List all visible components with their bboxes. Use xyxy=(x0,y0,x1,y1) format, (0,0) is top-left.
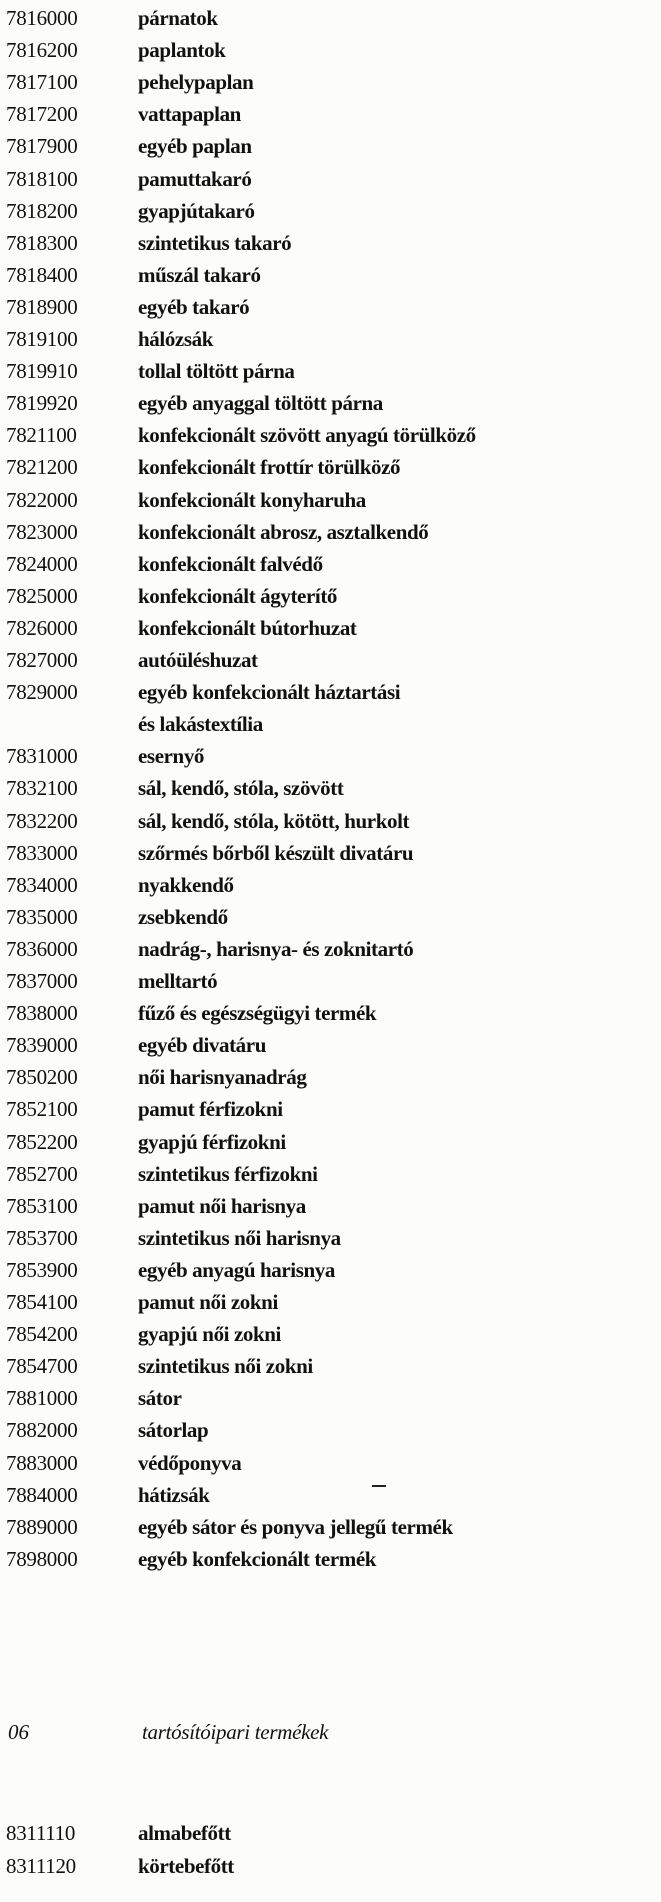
item-code: 7816200 xyxy=(6,38,78,63)
item-name: egyéb konfekcionált háztartási xyxy=(138,680,401,705)
item-name: egyéb anyaggal töltött párna xyxy=(138,391,383,416)
stray-dash-mark xyxy=(372,1485,386,1487)
item-code: 7821200 xyxy=(6,455,78,480)
item-name: szintetikus takaró xyxy=(138,230,292,255)
item-name: konfekcionált falvédő xyxy=(138,551,323,576)
item-code: 7818900 xyxy=(6,294,78,319)
item-name: egyéb paplan xyxy=(138,134,252,159)
item-code: 7829000 xyxy=(6,680,78,705)
item-name: és lakástextília xyxy=(138,712,263,737)
item-code: 7819910 xyxy=(6,359,78,384)
item-code: 7833000 xyxy=(6,840,78,865)
item-code: 7852700 xyxy=(6,1161,78,1186)
item-name: konfekcionált ágyterítő xyxy=(138,583,338,608)
item-code: 7854200 xyxy=(6,1322,78,1347)
item-name: konfekcionált abrosz, asztalkendő xyxy=(138,519,429,544)
item-code: 7816000 xyxy=(6,6,78,30)
item-name: védőponyva xyxy=(138,1450,242,1475)
item-name: sál, kendő, stóla, kötött, hurkolt xyxy=(138,808,410,833)
item-code: 7837000 xyxy=(6,969,78,993)
item-name: vattapaplan xyxy=(138,102,241,127)
item-name: pehelypaplan xyxy=(138,70,254,95)
item-code: 7817100 xyxy=(6,70,78,95)
item-code: 7852200 xyxy=(6,1129,78,1154)
item-code: 7817200 xyxy=(6,102,78,127)
item-name: pamut férfizokni xyxy=(138,1097,283,1122)
item-name: gyapjútakaró xyxy=(138,198,255,223)
item-code: 7831000 xyxy=(6,744,78,769)
item-name: nadrág-, harisnya- és zoknitartó xyxy=(138,936,414,961)
item-code: 7818200 xyxy=(6,198,78,223)
item-name: szintetikus férfizokni xyxy=(138,1161,318,1186)
item-code: 8311110 xyxy=(6,1821,76,1845)
section-code: 06 xyxy=(8,1720,29,1744)
item-name: gyapjú női zokni xyxy=(138,1322,281,1347)
item-name: almabefőtt xyxy=(138,1821,231,1845)
item-code: 7884000 xyxy=(6,1482,78,1507)
item-name: fűző és egészségügyi termék xyxy=(138,1001,377,1026)
item-code: 7834000 xyxy=(6,872,78,897)
item-name: konfekcionált frottír törülköző xyxy=(138,455,401,480)
item-code: 7826000 xyxy=(6,615,78,640)
item-code: 7825000 xyxy=(6,583,78,608)
item-name: konfekcionált konyharuha xyxy=(138,487,366,512)
item-name: konfekcionált szövött anyagú törülköző xyxy=(138,423,476,448)
item-code: 8311120 xyxy=(6,1853,76,1878)
item-code: 7818300 xyxy=(6,230,78,255)
item-name: esernyő xyxy=(138,744,205,769)
item-code: 7835000 xyxy=(6,904,78,929)
item-name: körtebefőtt xyxy=(138,1853,234,1878)
item-name: műszál takaró xyxy=(138,262,261,287)
item-code: 7850200 xyxy=(6,1065,78,1090)
item-code: 7824000 xyxy=(6,551,78,576)
item-code: 7823000 xyxy=(6,519,78,544)
item-name: párnatok xyxy=(138,6,218,30)
item-code: 7882000 xyxy=(6,1418,78,1443)
item-name: melltartó xyxy=(138,969,218,993)
item-code: 7852100 xyxy=(6,1097,78,1122)
item-code: 7881000 xyxy=(6,1386,78,1411)
item-name: sátorlap xyxy=(138,1418,209,1443)
item-name: egyéb divatáru xyxy=(138,1033,266,1058)
item-name: egyéb anyagú harisnya xyxy=(138,1257,335,1282)
item-code: 7853700 xyxy=(6,1225,78,1250)
item-code: 7817900 xyxy=(6,134,78,159)
item-name: autóüléshuzat xyxy=(138,648,258,672)
item-code: 7854100 xyxy=(6,1290,78,1314)
item-name: pamut női zokni xyxy=(138,1290,278,1314)
item-name: pamut női harisnya xyxy=(138,1193,306,1218)
item-name: sátor xyxy=(138,1386,182,1411)
item-code: 7853900 xyxy=(6,1257,78,1282)
item-name: egyéb sátor és ponyva jellegű termék xyxy=(138,1514,453,1539)
item-name: szintetikus női zokni xyxy=(138,1354,313,1379)
item-code: 7827000 xyxy=(6,648,78,672)
item-name: egyéb takaró xyxy=(138,294,250,319)
item-code: 7836000 xyxy=(6,936,78,961)
item-code: 7839000 xyxy=(6,1033,78,1058)
item-code: 7819920 xyxy=(6,391,78,416)
item-code: 7818400 xyxy=(6,262,78,287)
item-code: 7822000 xyxy=(6,487,78,512)
item-code: 7821100 xyxy=(6,423,77,448)
section-title: tartósítóipari termékek xyxy=(142,1720,329,1744)
item-name: pamuttakaró xyxy=(138,166,252,191)
item-name: szintetikus női harisnya xyxy=(138,1225,341,1250)
item-code: 7838000 xyxy=(6,1001,78,1026)
item-name: nyakkendő xyxy=(138,872,234,897)
item-code: 7889000 xyxy=(6,1514,78,1539)
item-name: konfekcionált bútorhuzat xyxy=(138,615,357,640)
item-name: gyapjú férfizokni xyxy=(138,1129,286,1154)
item-name: női harisnyanadrág xyxy=(138,1065,307,1090)
item-code: 7853100 xyxy=(6,1193,78,1218)
item-name: szőrmés bőrből készült divatáru xyxy=(138,840,414,865)
item-code: 7898000 xyxy=(6,1546,78,1571)
item-code: 7832100 xyxy=(6,776,78,801)
item-code: 7883000 xyxy=(6,1450,78,1475)
item-name: zsebkendő xyxy=(138,904,228,929)
item-name: hálózsák xyxy=(138,327,213,351)
item-name: sál, kendő, stóla, szövött xyxy=(138,776,344,801)
item-name: hátizsák xyxy=(138,1482,210,1507)
item-name: tollal töltött párna xyxy=(138,359,295,384)
item-code: 7819100 xyxy=(6,327,78,351)
item-name: egyéb konfekcionált termék xyxy=(138,1546,377,1571)
item-code: 7832200 xyxy=(6,808,78,833)
item-name: paplantok xyxy=(138,38,226,63)
item-code: 7818100 xyxy=(6,166,78,191)
item-code: 7854700 xyxy=(6,1354,78,1379)
